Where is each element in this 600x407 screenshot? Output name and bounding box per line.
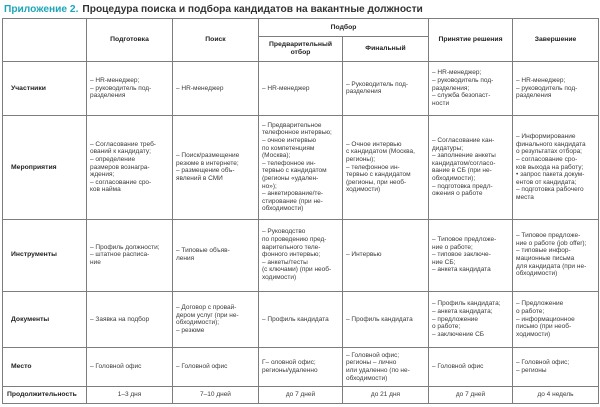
cell-line: разделения [516,92,552,100]
cell-documents-completion [513,291,599,348]
cell-line: регионы); [346,156,376,164]
cell-place-search [173,348,259,387]
cell-line: – Профиль кандидата; [432,300,501,308]
cell-line: о работе; [432,323,461,331]
row-participants [3,61,599,116]
cell-line: дером услуг (при не- [176,311,239,319]
cell-line: – размещение объ- [176,167,235,175]
cell-line: ков найма [90,186,121,194]
cell-tools-search [173,219,259,291]
cell-line: – Головной офис [176,363,228,371]
cell-line: – анкеты/тесты [262,258,308,266]
cell-line: дидатуры; [432,144,464,152]
cell-activities-preparation [87,116,173,219]
cell-line: стирование (при не- [262,197,323,205]
cell-line: ности [432,99,450,107]
cell-line: для кандидата (при не- [516,262,587,270]
cell-line: – Профиль должности; [90,243,160,251]
cell-line: ходимости) [262,274,297,282]
page-title [4,2,598,18]
cell-line: ждения; [90,171,115,179]
cell-line: ние [90,258,101,266]
row-label: Инструменты [3,219,87,291]
cell-line: – Согласование кан- [432,137,495,145]
cell-line: – резюме [176,326,205,334]
cell-line: обходимости) [346,374,388,382]
row-label: Участники [3,61,87,116]
cell-line: явлений в СМИ [176,175,223,182]
cell-duration-preliminary: до 7 дней [259,386,343,403]
cell-line: – Поиск/размещение [176,152,240,160]
row-place [3,348,599,387]
title-prefix: Приложение 2. [4,4,79,15]
cell-documents-decision [429,291,513,348]
cell-line: разделения [346,88,382,96]
row-tools [3,219,599,291]
cell-line: о работе; [516,307,545,315]
cell-place-preparation [87,348,173,387]
cell-line: ние о работе; [432,243,473,251]
cell-line: – информационное [516,315,575,323]
cell-activities-decision [429,116,513,219]
cell-line: – телефонное ин- [262,159,316,167]
cell-line: (Москва); [262,152,291,160]
cell-tools-preliminary [259,219,343,291]
cell-line: ентов от кандидата; [516,178,577,186]
cell-line: ходимости) [516,330,551,338]
cell-line: по проведению пред- [262,236,327,244]
cell-line: – Профиль кандидата [262,315,329,323]
cell-tools-completion [513,219,599,291]
cell-line: – анкета кандидата [432,266,491,274]
cell-place-final [343,348,429,387]
cell-line: ние о работе (job offer); [516,239,587,247]
row-documents [3,291,599,348]
cell-line: телефонное интервью; [262,129,332,137]
cell-line: – служба безопаст- [432,92,491,100]
cell-line: – Головной офис; [516,359,570,367]
cell-tools-decision [429,219,513,291]
cell-tools-preparation [87,219,173,291]
cell-line: тервью с кандидатом [346,171,411,179]
cell-line: – Руководство [262,228,306,236]
cell-line: – HR-менеджер; [432,69,482,77]
cell-line: – регионы [516,366,547,374]
cell-line: ков выхода на работу; [516,163,584,171]
row-label: Документы [3,291,87,348]
cell-line: обходимости); [176,319,220,327]
cell-line: Г– оловной офис; [262,359,316,367]
cell-line: места [516,193,534,201]
cell-line: (с ключами) (при необ- [262,266,332,274]
cell-line: – HR-менеджер; [90,77,140,84]
cell-line: – HR-менеджер; [516,77,566,84]
cell-tools-final [343,219,429,291]
cell-line: – Согласование треб- [90,140,156,148]
cell-line: о результатах отбора; [516,148,582,156]
cell-line: регионы – лично [346,359,397,367]
cell-participants-decision [429,61,513,116]
cell-line: – руководитель под- [516,84,578,92]
row-activities [3,116,599,219]
cell-line: по компетенциям [262,144,315,152]
cell-documents-preliminary [259,291,343,348]
cell-line: – телефонное ин- [346,163,400,171]
cell-line: – HR-менеджер [262,84,310,92]
cell-line: – штатное расписа- [90,251,150,259]
cell-line: – Очное интервью [346,140,402,148]
cell-line: – типовые инфор- [516,247,571,255]
cell-line: варительного теле- [262,243,321,251]
cell-documents-search [173,291,259,348]
cell-participants-preliminary [259,61,343,116]
cell-line: – руководитель под- [90,84,152,92]
title-text: Процедура поиска и подбора кандидатов на вакантные должности [82,4,423,15]
cell-line: (регионы «удален- [262,175,319,182]
cell-line: размеров вознагра- [90,163,150,171]
cell-line: – типовое заключе- [432,251,491,259]
cell-activities-completion [513,116,599,219]
cell-line: тервью с кандидатом [262,167,327,175]
cell-line: – Головной офис; [346,351,400,359]
header-search: Поиск [173,19,259,62]
cell-line: – Профиль кандидата [346,315,413,323]
row-label: Мероприятия [3,116,87,219]
cell-activities-search [173,116,259,219]
cell-line: – руководитель под- [432,77,494,84]
cell-line: ние СБ; [432,258,456,266]
cell-line: – определение [90,156,136,164]
cell-line: – Типовое предложе- [432,236,497,244]
cell-line: финального кандидата [516,140,586,148]
cell-line: письмо (при необ- [516,323,572,331]
cell-duration-decision: до 7 дней [429,386,513,403]
row-label: Место [3,348,87,387]
cell-line: мационные письма [516,255,575,263]
cell-line: – Предложение [516,300,564,308]
cell-line: обходимости) [262,205,304,213]
cell-line: – Руководитель под- [346,80,409,88]
cell-line: – Предварительное [262,121,322,129]
cell-line: регионы/удаленно [262,366,318,374]
cell-line: – очное интервью [262,137,316,145]
cell-participants-final [343,61,429,116]
cell-documents-final [343,291,429,348]
cell-line: – согласование сро- [516,156,578,164]
cell-line: ований к кандидату; [90,148,151,156]
row-label: Продолжительность [3,386,87,403]
cell-duration-final: до 21 дня [343,386,429,403]
cell-line: – Интервью [346,251,382,259]
cell-line: – HR-менеджер [176,84,224,92]
cell-line: – Головной офис [432,363,484,371]
cell-activities-preliminary [259,116,343,219]
cell-line: – заполнение анкеты [432,152,496,160]
cell-line: – согласование сро- [90,178,152,186]
cell-line: – предложение [432,315,479,323]
cell-line: ожения о работе [432,190,483,198]
cell-line: кандидатом/согласо- [432,159,496,167]
cell-line: резюме в интернете; [176,159,239,167]
cell-line: – анкета кандидата; [432,307,493,315]
cell-place-decision [429,348,513,387]
cell-line: но»); [262,182,277,190]
header-final: Финальный [343,37,429,61]
cell-line: разделения [90,92,126,100]
cell-line: – Заявка на подбор [90,315,150,323]
cell-duration-completion: до 4 недель [513,386,599,403]
cell-line: – Информирование [516,133,576,141]
cell-documents-preparation [87,291,173,348]
cell-activities-final [343,116,429,219]
cell-line: (регионы, при необ- [346,178,407,186]
cell-line: – Типовое предложе- [516,232,581,240]
cell-line: с кандидатом (Москва, [346,148,415,156]
cell-line: или удаленно (по не- [346,366,410,374]
cell-line: обходимости) [516,270,558,278]
cell-line: разделения; [432,84,470,92]
cell-duration-preparation: 1–3 дня [87,386,173,403]
cell-participants-search [173,61,259,116]
header-decision: Принятие решения [429,19,513,62]
cell-line: обходимости); [432,175,476,182]
cell-line: – анкетирование/те- [262,190,324,198]
cell-line: – Типовые объяв- [176,247,230,255]
procedure-table [2,18,599,404]
row-duration [3,386,599,403]
cell-line: ления [176,255,195,263]
cell-line: – подготовка рабочего [516,186,584,194]
cell-line: – Договор с провай- [176,304,237,312]
cell-participants-preparation [87,61,173,116]
cell-line: – заключение СБ [432,330,485,338]
cell-place-preliminary [259,348,343,387]
cell-line: вание в СБ (при не- [432,167,492,175]
cell-line: • запрос пакета докум- [516,171,585,179]
header-completion: Завершение [513,19,599,62]
cell-line: фонного интервью; [262,251,321,259]
cell-line: ходимости) [346,186,381,194]
cell-line: – Головной офис [90,363,142,371]
header-preliminary: Предварительный отбор [259,37,343,61]
header-selection: Подбор [259,19,429,37]
cell-participants-completion [513,61,599,116]
header-preparation: Подготовка [87,19,173,62]
header-corner [3,19,87,62]
cell-place-completion [513,348,599,387]
cell-duration-search: 7–10 дней [173,386,259,403]
cell-line: – подготовка предл- [432,182,493,190]
